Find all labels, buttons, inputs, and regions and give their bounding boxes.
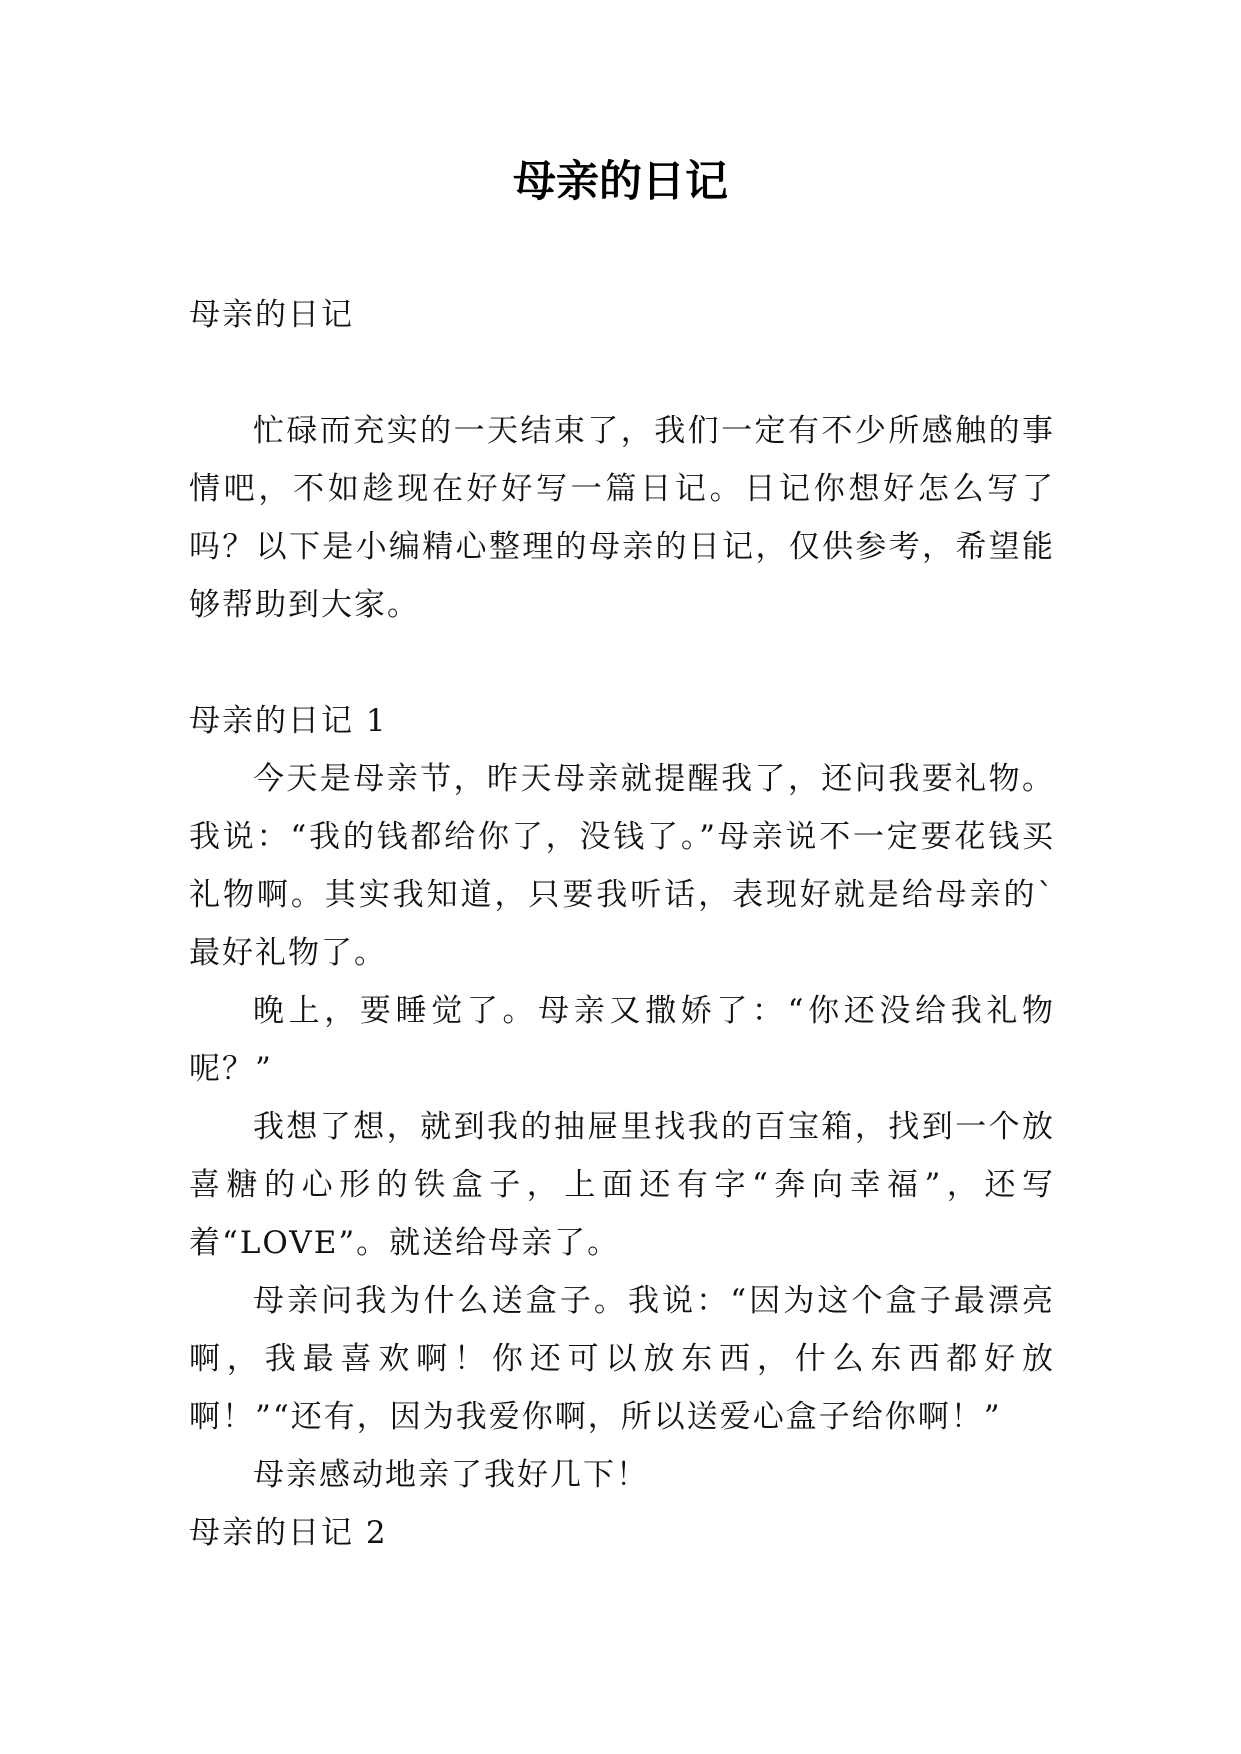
section-1-paragraph-3: 我想了想，就到我的抽屉里找我的百宝箱，找到一个放喜糖的心形的铁盒子，上面还有字“奔向幸福”，还写着“LOVE”。就送给母亲了。 [189, 1109, 1055, 1261]
section-1-paragraph-5: 母亲感动地亲了我好几下！ [253, 1457, 649, 1493]
section-heading-2: 母亲的日记 2 [189, 1515, 388, 1551]
document-body [189, 286, 1055, 1562]
section-1-paragraph-4: 母亲问我为什么送盒子。我说：“因为这个盒子最漂亮啊，我最喜欢啊！你还可以放东西，什么东西都好放啊！”“还有，因为我爱你啊，所以送爱心盒子给你啊！” [189, 1283, 1055, 1435]
section-1-paragraph-2: 晚上，要睡觉了。母亲又撒娇了：“你还没给我礼物呢？” [189, 993, 1055, 1087]
intro-paragraph: 忙碌而充实的一天结束了，我们一定有不少所感触的事情吧，不如趁现在好好写一篇日记。日记你想好怎么写了吗？以下是小编精心整理的母亲的日记，仅供参考，希望能够帮助到大家。 [189, 413, 1055, 623]
document-subtitle: 母亲的日记 [189, 297, 354, 333]
section-heading-1: 母亲的日记 1 [189, 703, 388, 739]
page-title: 母亲的日记 [513, 157, 728, 207]
section-1-paragraph-1: 今天是母亲节，昨天母亲就提醒我了，还问我要礼物。我说：“我的钱都给你了，没钱了。”母亲说不一定要花钱买礼物啊。其实我知道，只要我听话，表现好就是给母亲的`最好礼物了。 [189, 761, 1055, 971]
